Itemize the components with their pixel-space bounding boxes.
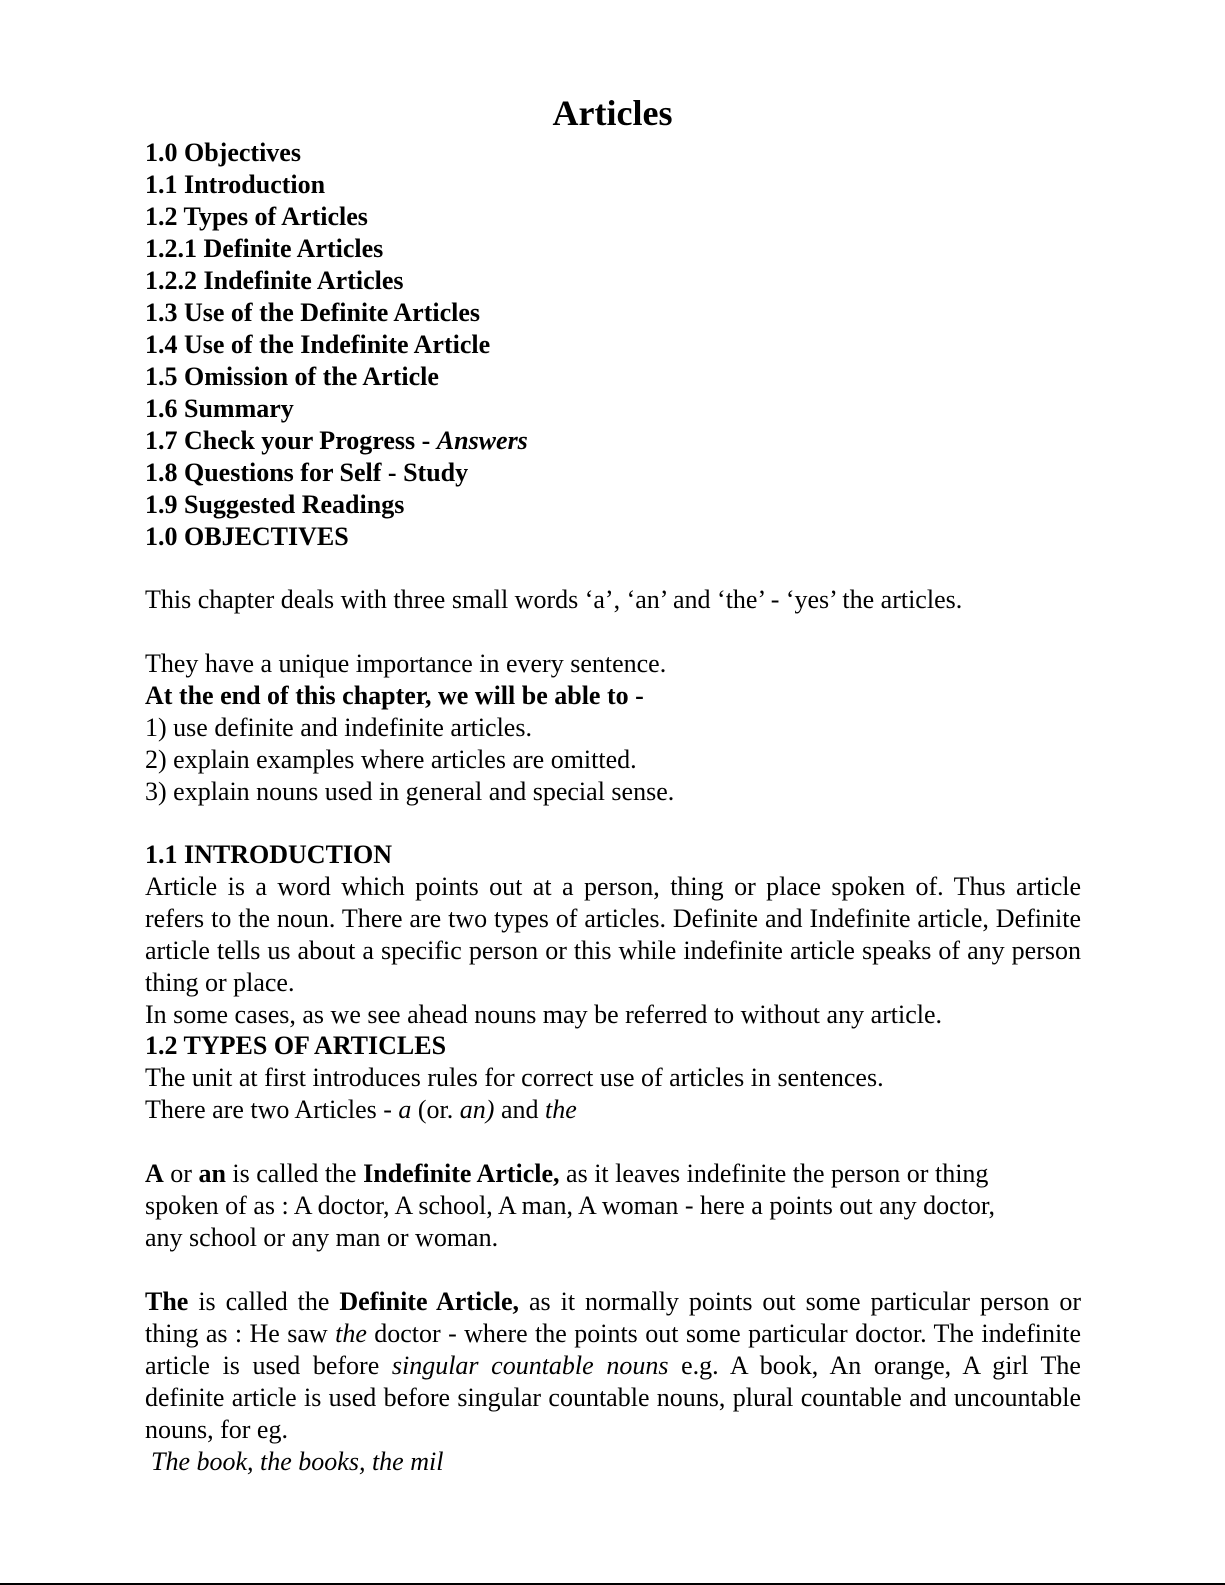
toc-item: 1.8 Questions for Self - Study (145, 458, 469, 487)
indefinite-article-paragraph (145, 1158, 1081, 1254)
toc-item: 1.0 Objectives (145, 138, 301, 167)
indefinite-line-3: any school or any man or woman. (145, 1223, 499, 1252)
section-heading-objectives: 1.0 OBJECTIVES (145, 522, 349, 551)
toc-item: 1.6 Summary (145, 394, 294, 423)
indefinite-line-2: spoken of as : A doctor, A school, A man, A woman - here a points out any doctor, (145, 1191, 996, 1220)
types-section (145, 1030, 1081, 1126)
toc-item: 1.2.2 Indefinite Articles (145, 266, 404, 295)
definite-example: The book, the books, the mil (151, 1447, 444, 1476)
objectives-importance: They have a unique importance in every sentence. (145, 649, 667, 678)
toc-item: 1.4 Use of the Indefinite Article (145, 330, 491, 359)
objective-item: 1) use definite and indefinite articles. (145, 713, 532, 742)
table-of-contents (145, 137, 528, 553)
introduction-note: In some cases, as we see ahead nouns may be referred to without any article. (145, 1000, 943, 1029)
objectives-lead: At the end of this chapter, we will be able to - (145, 681, 644, 710)
toc-item: 1.2.1 Definite Articles (145, 234, 384, 263)
objective-item: 3) explain nouns used in general and special sense. (145, 777, 675, 806)
definite-paragraph-text: The is called the Definite Article, as it normally points out some particular person or thing as : He saw the doctor - where the points out some particular doctor. The indefinite article is used before singular countable nouns e.g. A book, An orange, A girl The definite article is used before singular countable nouns, plural countable and uncountable nouns, for eg. (145, 1287, 1088, 1444)
toc-item: 1.9 Suggested Readings (145, 490, 405, 519)
toc-item: 1.7 Check your Progress - Answers (145, 426, 528, 455)
objectives-section (145, 584, 1081, 808)
introduction-heading: 1.1 INTRODUCTION (145, 840, 393, 869)
definite-article-paragraph (145, 1286, 1088, 1478)
types-line-1: The unit at first introduces rules for correct use of articles in sentences. (145, 1063, 884, 1092)
page-title: Articles (552, 93, 673, 133)
types-line-2: There are two Articles - a (or. an) and the (145, 1095, 577, 1124)
types-heading: 1.2 TYPES OF ARTICLES (145, 1031, 447, 1060)
indefinite-line-1: A or an is called the Indefinite Article, as it leaves indefinite the person or thing (145, 1159, 989, 1188)
toc-item: 1.3 Use of the Definite Articles (145, 298, 481, 327)
introduction-paragraph: Article is a word which points out at a person, thing or place spoken of. Thus article refers to the noun. There are two types of articles. Definite and Indefinite article, Definite article tells us about a specific person or this while indefinite article speaks of any person thing or place. (145, 872, 1081, 997)
introduction-section (145, 839, 1081, 1031)
objective-item: 2) explain examples where articles are omitted. (145, 745, 637, 774)
toc-item: 1.2 Types of Articles (145, 202, 368, 231)
objectives-intro: This chapter deals with three small words ‘a’, ‘an’ and ‘the’ - ‘yes’ the articles. (145, 585, 963, 614)
toc-item: 1.5 Omission of the Article (145, 362, 439, 391)
toc-item: 1.1 Introduction (145, 170, 326, 199)
